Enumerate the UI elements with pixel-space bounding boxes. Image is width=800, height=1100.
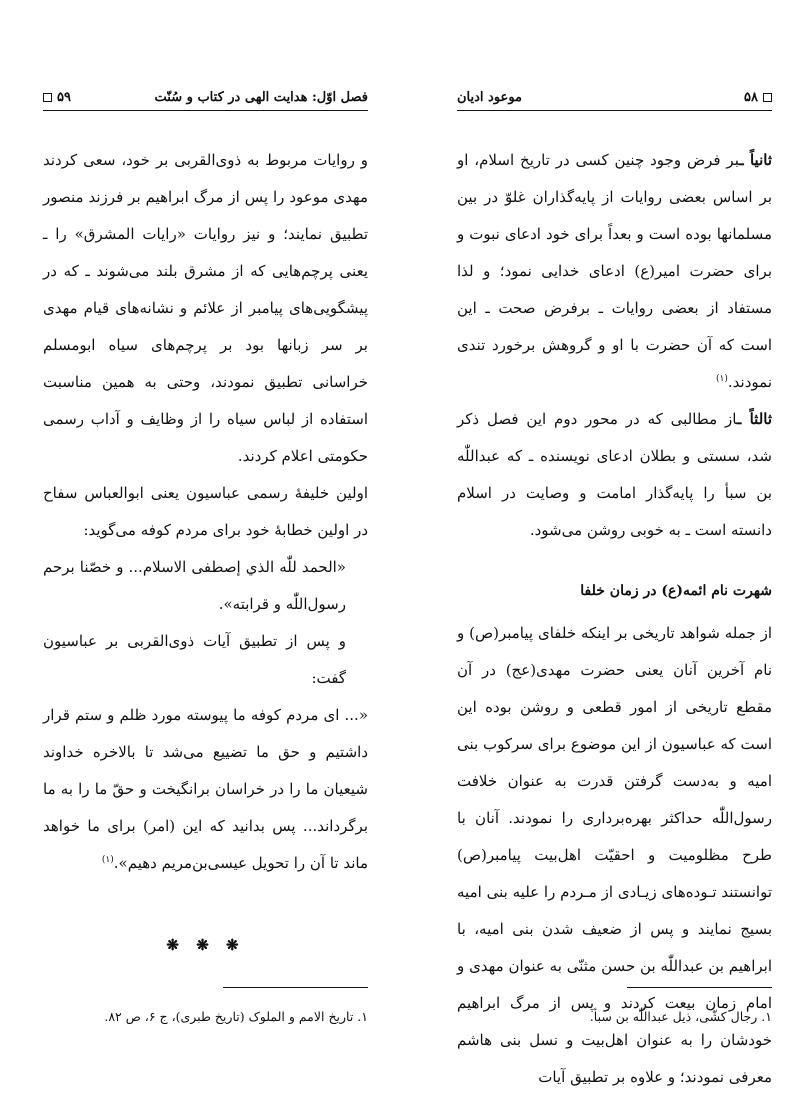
square-icon: [43, 93, 52, 102]
section-heading: شهرت نام ائمه(ع) در زمان خلفا: [580, 583, 772, 599]
paragraph: [457, 401, 772, 549]
quote-text: «... ای مردم کوفه ما پیوسته مورد ظلم و ستم قرار داشتیم و حق ما تضییع می‌شد تا بالاخره خداوند شیعیان ما را در خراسان برانگیخت و حقّ ما را به ما برگرداند... پس بدانید که این (امر) برای ما خواهد ماند تا آن را تحویل عیسی‌بن‌مریم دهیم».: [43, 706, 368, 872]
quote: «الحمد للّٰه الذي إصطفى الاسلام... و خصّنا برحم رسول‌اللّٰه و قرابته».: [43, 558, 346, 613]
paragraph: از جمله شواهد تاریخی بر اینکه خلفای پیامبر(ص) و نام آخرین آنان یعنی حضرت مهدی(عج) در آن مقطع تاریخی از امور قطعی و روشن بوده این است که عباسیون از این موضوع برای سرکوب بنی امیه و به‌دست گرفتن قدرت به عنوان خلافت رسول‌اللّٰه حداکثر بهره‌برداری را نمودند. آنان با طرح مظلومیت و احقیّت اهل‌بیت پیامبر(ص) توانستند تـوده‌های زیـادی از مـردم را علیه بنی امیه بسیج نمایند و پس از ضعیف شدن بنی امیه، با ابراهیم بن عبداللّٰه بن حسن مثنّی به عنوان مهدی و امام زمان بیعت کردند و پس از مرگ ابراهیم خودشان را به عنوان اهل‌بیت و نسل بنی هاشم معرفی نمودند؛ و علاوه بر تطبیق آیات: [457, 624, 772, 1086]
paragraph-lead: ثانیاً ـ: [739, 151, 772, 169]
page-number-value: ۵۹: [57, 89, 71, 105]
paragraph: [457, 142, 772, 401]
footnote-ref: (۱): [101, 855, 114, 865]
paragraph: اولین خلیفهٔ رسمی عباسیون یعنی ابوالعباس سفاح در اولین خطابهٔ خود برای مردم کوفه می‌گوید:: [43, 484, 368, 539]
paragraph: و پس از تطبیق آیات ذوی‌القربی بر عباسیون گفت:: [43, 632, 346, 687]
page-number: [744, 90, 772, 105]
paragraph-text: از مطالبی که در محور دوم این فصل ذکر شد، سستی و بطلان ادعای نویسنده ـ که عبداللّٰه بن سبأ را پایه‌گذار امامت و وصایت در اسلام دانسته است ـ به خوبی روشن می‌شود.: [457, 410, 772, 539]
section-separator: ❋ ❋ ❋: [166, 936, 245, 954]
paragraph-text: بر فرض وجود چنین کسی در تاریخ اسلام، او بر اساس بعضی روایات از پایه‌گذاران غلوّ در بین مسلمانها بوده است و بعداً برای خود ادعای نبوت و برای حضرت امیر(ع) ادعای خدایی نمود؛ و لذا مستفاد از بعضی روایات ـ برفرض صحت ـ این است که آن حضرت با او و گروهش برخورد تندی نمودند.: [457, 151, 772, 391]
book-title: موعود ادیان: [457, 89, 522, 105]
page-header: [457, 84, 772, 111]
page-body: [43, 142, 368, 882]
page-number-value: ۵۸: [744, 89, 758, 105]
paragraph: و روایات مربوط به ذوی‌القربی بر خود، سعی کردند مهدی موعود را پس از مرگ ابراهیم بر فرزند منصور تطبیق نمایند؛ و نیز روایات «رایات المشرق» را ـ یعنی پرچم‌هایی که از مشرق بلند می‌شوند ـ که در پیشگویی‌های پیامبر از علائم و نشانه‌های قیام مهدی بر سر زبانها بود بر پرچم‌های سیاه ابومسلم خراسانی تطبیق نمودند، وحتی به همین مناسبت استفاده از لباس سیاه را از وظایف و آداب رسمی حکومتی اعلام کردند.: [43, 151, 368, 465]
footnote: ۱. رجال کشّی، ذیل عبداللّٰه بن سبأ.: [589, 1009, 772, 1024]
quote: [43, 697, 368, 882]
footnote-divider: [223, 987, 368, 988]
page-header: [43, 84, 368, 111]
footnote-ref: (۱): [716, 374, 728, 384]
page-body: [457, 142, 772, 1096]
page-number: [43, 90, 71, 105]
chapter-title: فصل اوّل: هدایت الهی در کتاب و سُنّت: [154, 89, 368, 105]
right-page: [400, 0, 800, 1100]
footnote-divider: [627, 987, 772, 988]
square-icon: [763, 93, 772, 102]
paragraph-lead: ثالثاً ـ: [736, 410, 773, 428]
footnote: ۱. تاریخ الامم و الملوک (تاریخ طبری)، ج ۶، ص ۸۲.: [104, 1009, 368, 1024]
